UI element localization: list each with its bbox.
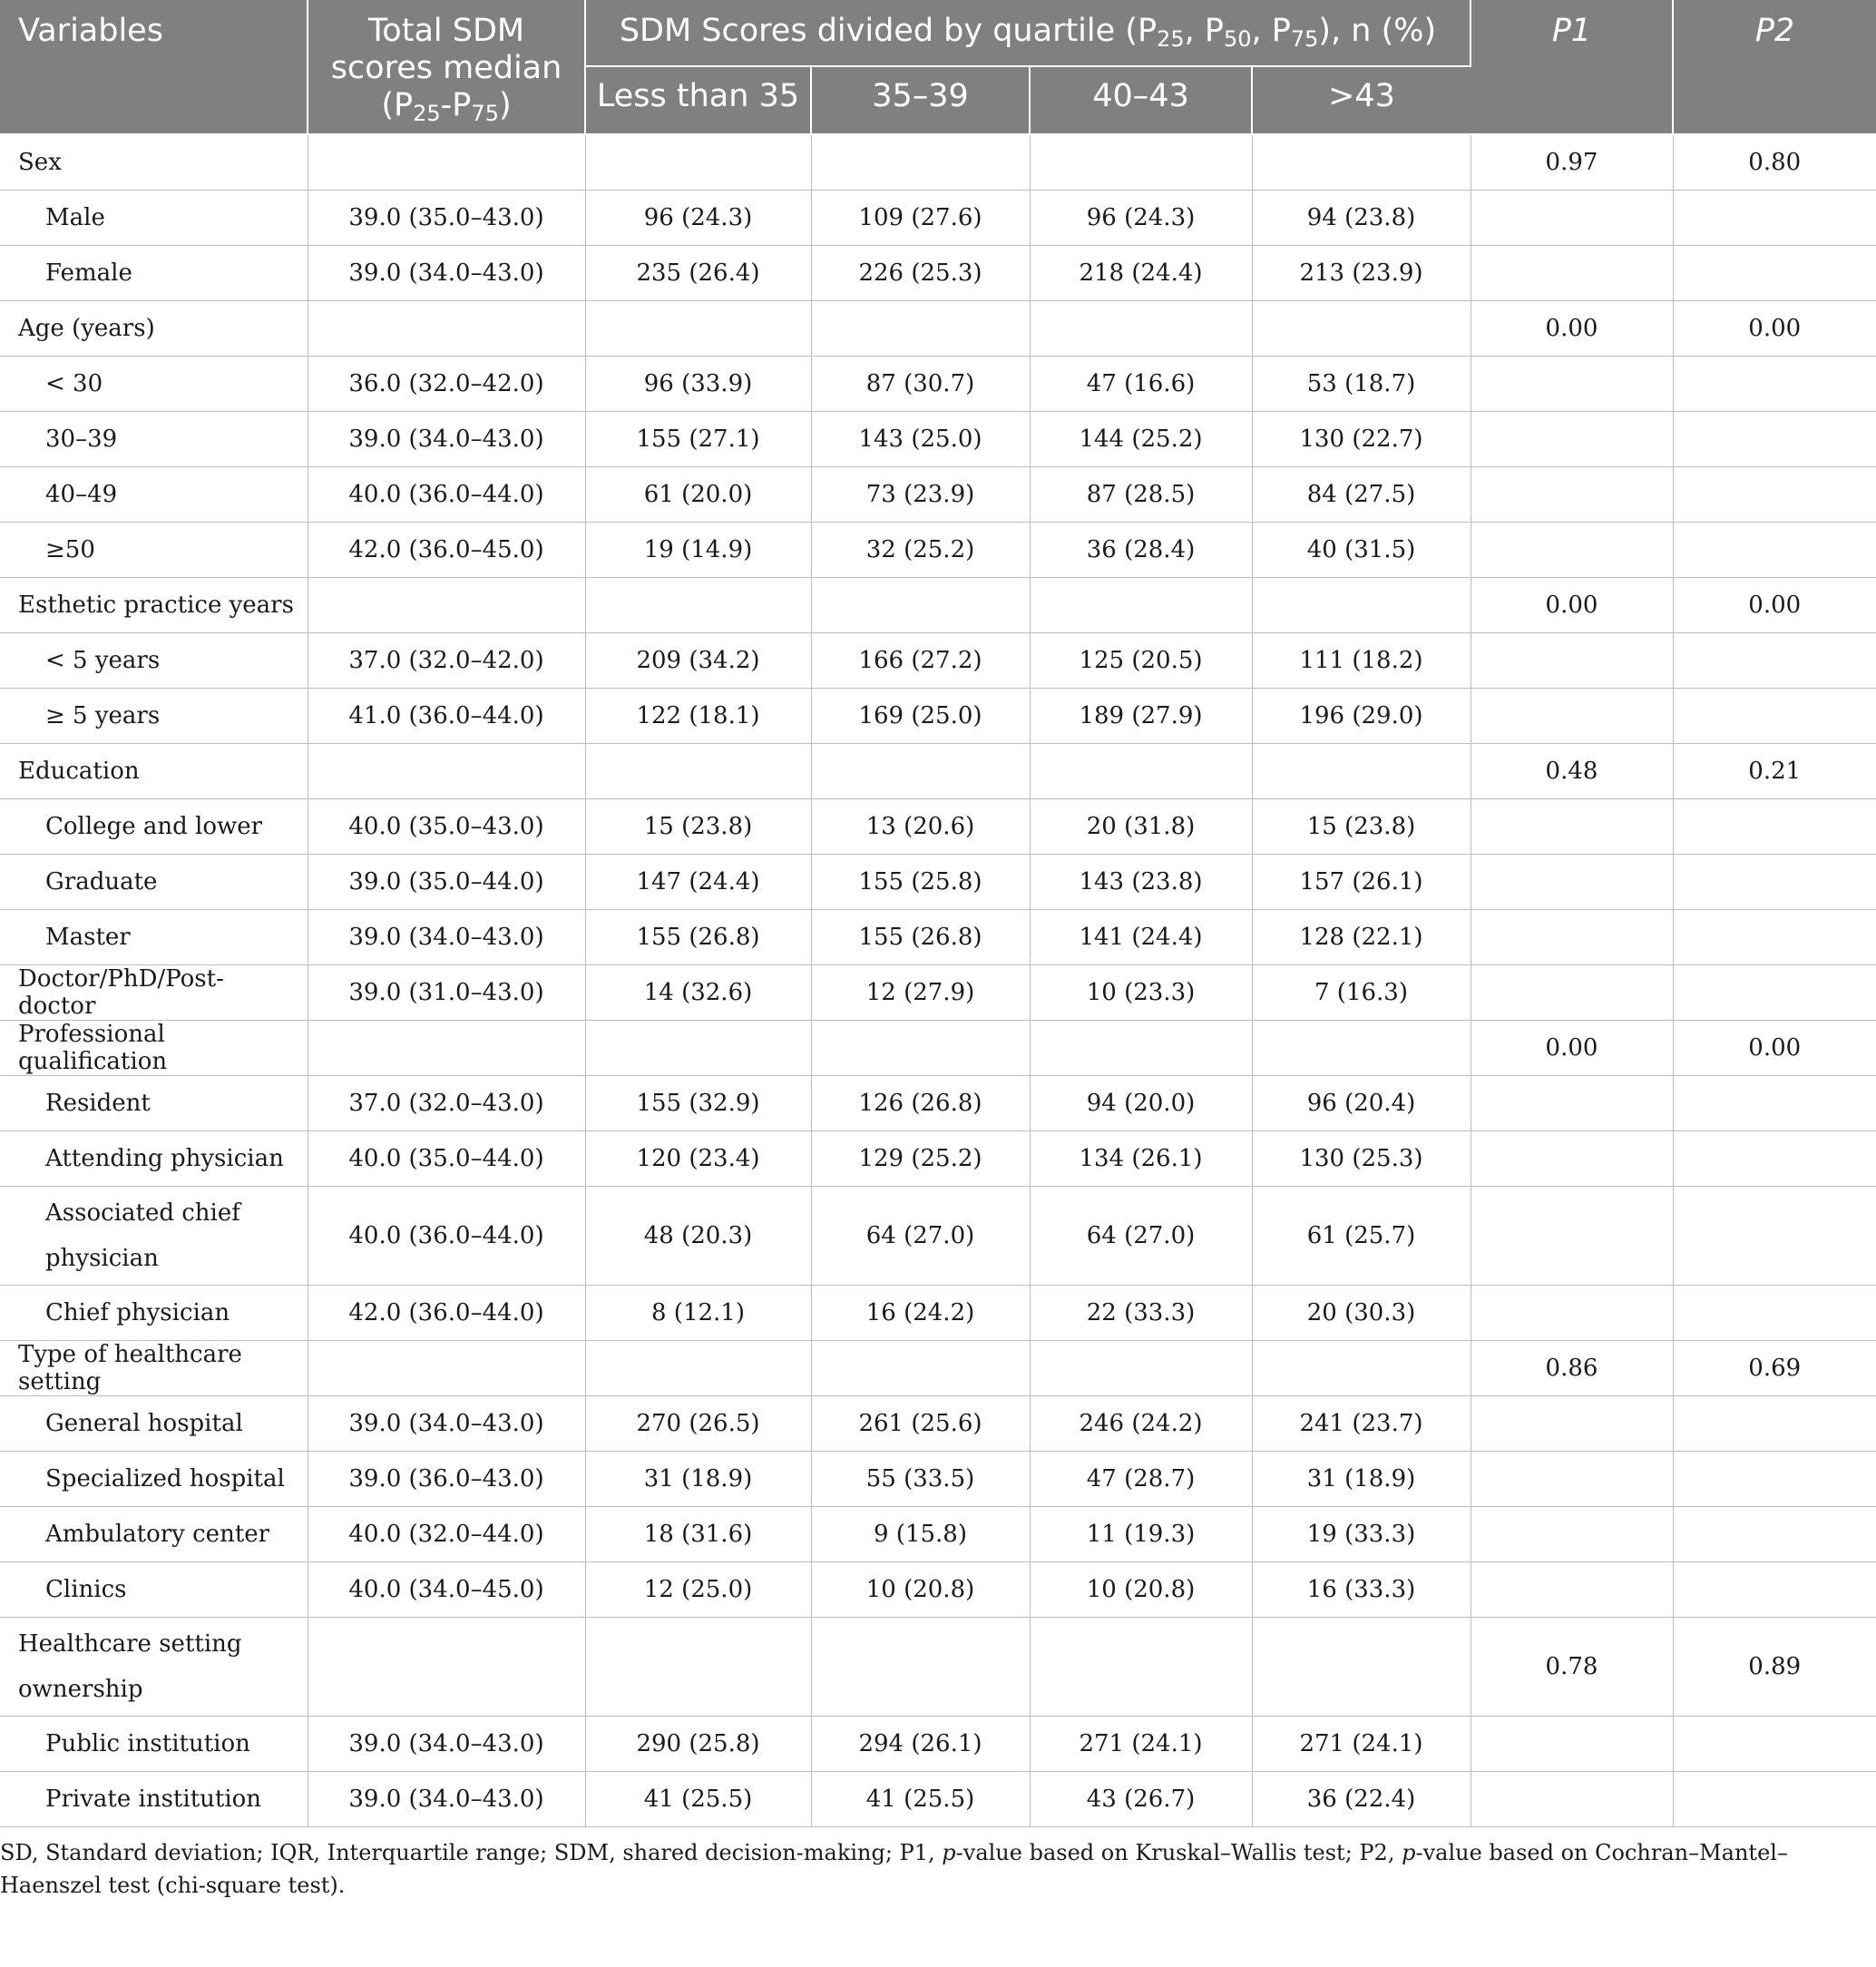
total-cell: [308, 1021, 585, 1076]
q2-cell: 55 (33.5): [811, 1452, 1030, 1507]
p1-cell: 0.00: [1471, 1021, 1673, 1076]
table-row: [0, 523, 1876, 578]
table-row: [0, 633, 1876, 689]
q3-cell: 246 (24.2): [1030, 1396, 1252, 1452]
q3-cell: [1030, 1618, 1252, 1717]
table-row: [0, 855, 1876, 910]
p2-cell: 0.89: [1673, 1618, 1876, 1717]
p1-cell: [1471, 412, 1673, 467]
q3-cell: 271 (24.1): [1030, 1717, 1252, 1772]
p2-cell: [1673, 910, 1876, 965]
variable-cell: Healthcare setting ownership: [0, 1618, 308, 1717]
total-cell: 39.0 (34.0–43.0): [308, 1772, 585, 1827]
q1-cell: 41 (25.5): [585, 1772, 811, 1827]
p2-cell: [1673, 1286, 1876, 1341]
q3-cell: 218 (24.4): [1030, 246, 1252, 301]
table-row: [0, 689, 1876, 744]
q4-cell: 213 (23.9): [1252, 246, 1471, 301]
q4-cell: 94 (23.8): [1252, 191, 1471, 246]
table-row: [0, 910, 1876, 965]
table-row: [0, 1562, 1876, 1618]
table-row: [0, 799, 1876, 855]
q2-cell: 155 (25.8): [811, 855, 1030, 910]
total-cell: 40.0 (36.0–44.0): [308, 467, 585, 523]
total-cell: 39.0 (34.0–43.0): [308, 910, 585, 965]
q3-cell: 20 (31.8): [1030, 799, 1252, 855]
total-cell: [308, 578, 585, 633]
total-cell: [308, 744, 585, 799]
q1-cell: 290 (25.8): [585, 1717, 811, 1772]
p2-cell: 0.00: [1673, 1021, 1876, 1076]
p1-cell: [1471, 191, 1673, 246]
p2-cell: [1673, 246, 1876, 301]
q1-cell: 209 (34.2): [585, 633, 811, 689]
variable-cell: 30–39: [0, 412, 308, 467]
variable-cell: Male: [0, 191, 308, 246]
p1-cell: [1471, 689, 1673, 744]
q2-cell: [811, 1341, 1030, 1396]
q2-cell: 109 (27.6): [811, 191, 1030, 246]
q4-cell: 196 (29.0): [1252, 689, 1471, 744]
q3-cell: 22 (33.3): [1030, 1286, 1252, 1341]
q1-cell: [585, 1618, 811, 1717]
table-row-category: [0, 301, 1876, 357]
total-cell: 41.0 (36.0–44.0): [308, 689, 585, 744]
p1-cell: 0.97: [1471, 134, 1673, 191]
q3-cell: 11 (19.3): [1030, 1507, 1252, 1562]
p1-cell: [1471, 523, 1673, 578]
q2-cell: [811, 134, 1030, 191]
table-row-category: [0, 1021, 1876, 1076]
table-row-category: [0, 134, 1876, 191]
q4-cell: 130 (22.7): [1252, 412, 1471, 467]
q4-cell: 130 (25.3): [1252, 1131, 1471, 1187]
q2-cell: [811, 744, 1030, 799]
q2-cell: 226 (25.3): [811, 246, 1030, 301]
p2-cell: 0.80: [1673, 134, 1876, 191]
total-cell: 37.0 (32.0–43.0): [308, 1076, 585, 1131]
p2-cell: [1673, 1452, 1876, 1507]
p1-cell: [1471, 1562, 1673, 1618]
variable-cell: Esthetic practice years: [0, 578, 308, 633]
q3-cell: 87 (28.5): [1030, 467, 1252, 523]
q2-cell: 32 (25.2): [811, 523, 1030, 578]
header-q4: >43: [1252, 66, 1471, 134]
table-row-category: [0, 578, 1876, 633]
q1-cell: 155 (26.8): [585, 910, 811, 965]
p2-cell: [1673, 799, 1876, 855]
table-row-category: [0, 1341, 1876, 1396]
header-p1: P1: [1471, 0, 1673, 134]
q1-cell: 96 (33.9): [585, 357, 811, 412]
q1-cell: 14 (32.6): [585, 965, 811, 1021]
q3-cell: [1030, 1021, 1252, 1076]
q3-cell: 47 (28.7): [1030, 1452, 1252, 1507]
q2-cell: 64 (27.0): [811, 1187, 1030, 1286]
total-cell: 39.0 (34.0–43.0): [308, 246, 585, 301]
p2-cell: [1673, 1131, 1876, 1187]
variable-cell: Female: [0, 246, 308, 301]
p1-cell: [1471, 633, 1673, 689]
q1-cell: 120 (23.4): [585, 1131, 811, 1187]
total-cell: 40.0 (36.0–44.0): [308, 1187, 585, 1286]
q3-cell: 10 (23.3): [1030, 965, 1252, 1021]
table-row: [0, 412, 1876, 467]
q3-cell: [1030, 744, 1252, 799]
q3-cell: 47 (16.6): [1030, 357, 1252, 412]
total-cell: 40.0 (32.0–44.0): [308, 1507, 585, 1562]
q4-cell: [1252, 578, 1471, 633]
p1-cell: [1471, 1286, 1673, 1341]
total-cell: 39.0 (35.0–43.0): [308, 191, 585, 246]
p2-cell: [1673, 1187, 1876, 1286]
total-cell: 40.0 (35.0–43.0): [308, 799, 585, 855]
q3-cell: 143 (23.8): [1030, 855, 1252, 910]
table-header: [0, 0, 1876, 134]
variable-cell: General hospital: [0, 1396, 308, 1452]
q2-cell: 9 (15.8): [811, 1507, 1030, 1562]
q3-cell: 141 (24.4): [1030, 910, 1252, 965]
q2-cell: 12 (27.9): [811, 965, 1030, 1021]
header-total-sdm: Total SDM scores median $(P_{25}-P_{75})$: [308, 0, 585, 134]
variable-cell: Clinics: [0, 1562, 308, 1618]
table-body: [0, 134, 1876, 1827]
p2-cell: [1673, 965, 1876, 1021]
table-row: [0, 1131, 1876, 1187]
table-row: [0, 1507, 1876, 1562]
q3-cell: 43 (26.7): [1030, 1772, 1252, 1827]
p1-cell: [1471, 1772, 1673, 1827]
q4-cell: 241 (23.7): [1252, 1396, 1471, 1452]
q2-cell: 87 (30.7): [811, 357, 1030, 412]
total-cell: 37.0 (32.0–42.0): [308, 633, 585, 689]
q2-cell: [811, 1021, 1030, 1076]
q1-cell: 122 (18.1): [585, 689, 811, 744]
variable-cell: Sex: [0, 134, 308, 191]
total-cell: 39.0 (34.0–43.0): [308, 412, 585, 467]
q1-cell: 155 (27.1): [585, 412, 811, 467]
q1-cell: 61 (20.0): [585, 467, 811, 523]
header-variables: Variables: [0, 0, 308, 134]
q3-cell: 144 (25.2): [1030, 412, 1252, 467]
variable-cell: Education: [0, 744, 308, 799]
q3-cell: 189 (27.9): [1030, 689, 1252, 744]
q1-cell: 19 (14.9): [585, 523, 811, 578]
q3-cell: [1030, 578, 1252, 633]
q4-cell: [1252, 1341, 1471, 1396]
q4-cell: [1252, 301, 1471, 357]
q3-cell: 134 (26.1): [1030, 1131, 1252, 1187]
q2-cell: 166 (27.2): [811, 633, 1030, 689]
q1-cell: 31 (18.9): [585, 1452, 811, 1507]
q1-cell: [585, 301, 811, 357]
q2-cell: 294 (26.1): [811, 1717, 1030, 1772]
variable-cell: 40–49: [0, 467, 308, 523]
table-footnote: SD, Standard deviation; IQR, Interquartile range; SDM, shared decision-making; P1, p-value based on Kruskal–Wallis test; P2, p-value based on Cochran–Mantel–Haenszel test (chi-square test).: [0, 1840, 1788, 1898]
q4-cell: 96 (20.4): [1252, 1076, 1471, 1131]
p1-cell: [1471, 799, 1673, 855]
variable-cell: Master: [0, 910, 308, 965]
p1-cell: [1471, 1396, 1673, 1452]
q1-cell: [585, 1341, 811, 1396]
q2-cell: 169 (25.0): [811, 689, 1030, 744]
q4-cell: 31 (18.9): [1252, 1452, 1471, 1507]
q4-cell: [1252, 134, 1471, 191]
q4-cell: 53 (18.7): [1252, 357, 1471, 412]
q4-cell: 15 (23.8): [1252, 799, 1471, 855]
q3-cell: [1030, 134, 1252, 191]
p1-cell: [1471, 246, 1673, 301]
variable-cell: Public institution: [0, 1717, 308, 1772]
q4-cell: 157 (26.1): [1252, 855, 1471, 910]
table-row: [0, 357, 1876, 412]
q1-cell: 155 (32.9): [585, 1076, 811, 1131]
q4-cell: 61 (25.7): [1252, 1187, 1471, 1286]
q3-cell: 96 (24.3): [1030, 191, 1252, 246]
p2-cell: [1673, 1396, 1876, 1452]
total-cell: 39.0 (35.0–44.0): [308, 855, 585, 910]
q4-cell: [1252, 1021, 1471, 1076]
variable-cell: Attending physician: [0, 1131, 308, 1187]
p1-cell: 0.00: [1471, 578, 1673, 633]
q2-cell: 16 (24.2): [811, 1286, 1030, 1341]
q4-cell: 84 (27.5): [1252, 467, 1471, 523]
q3-cell: [1030, 1341, 1252, 1396]
total-cell: 39.0 (31.0–43.0): [308, 965, 585, 1021]
table-row-category: [0, 744, 1876, 799]
variable-cell: Chief physician: [0, 1286, 308, 1341]
q4-cell: 128 (22.1): [1252, 910, 1471, 965]
p2-cell: 0.00: [1673, 301, 1876, 357]
p1-cell: 0.86: [1471, 1341, 1673, 1396]
q4-cell: 111 (18.2): [1252, 633, 1471, 689]
p1-cell: [1471, 1076, 1673, 1131]
q2-cell: 155 (26.8): [811, 910, 1030, 965]
q1-cell: 235 (26.4): [585, 246, 811, 301]
q4-cell: [1252, 1618, 1471, 1717]
total-cell: 39.0 (36.0–43.0): [308, 1452, 585, 1507]
q2-cell: 126 (26.8): [811, 1076, 1030, 1131]
variable-cell: Resident: [0, 1076, 308, 1131]
p2-cell: [1673, 1507, 1876, 1562]
variable-cell: Ambulatory center: [0, 1507, 308, 1562]
total-cell: 39.0 (34.0–43.0): [308, 1396, 585, 1452]
q1-cell: 15 (23.8): [585, 799, 811, 855]
header-q1: Less than 35: [585, 66, 811, 134]
variable-cell: Type of healthcare setting: [0, 1341, 308, 1396]
table-row: [0, 1717, 1876, 1772]
p2-cell: 0.21: [1673, 744, 1876, 799]
p1-cell: [1471, 910, 1673, 965]
q3-cell: 125 (20.5): [1030, 633, 1252, 689]
p1-cell: [1471, 467, 1673, 523]
q1-cell: [585, 1021, 811, 1076]
p2-cell: [1673, 1717, 1876, 1772]
p2-cell: [1673, 1076, 1876, 1131]
q2-cell: 10 (20.8): [811, 1562, 1030, 1618]
p1-cell: [1471, 1507, 1673, 1562]
q1-cell: 48 (20.3): [585, 1187, 811, 1286]
total-cell: 36.0 (32.0–42.0): [308, 357, 585, 412]
p1-cell: 0.78: [1471, 1618, 1673, 1717]
q3-cell: 94 (20.0): [1030, 1076, 1252, 1131]
variable-cell: Specialized hospital: [0, 1452, 308, 1507]
q2-cell: 261 (25.6): [811, 1396, 1030, 1452]
total-cell: 42.0 (36.0–44.0): [308, 1286, 585, 1341]
q1-cell: [585, 134, 811, 191]
q4-cell: 36 (22.4): [1252, 1772, 1471, 1827]
variable-cell: Graduate: [0, 855, 308, 910]
p2-cell: [1673, 1562, 1876, 1618]
table-row: [0, 965, 1876, 1021]
q2-cell: 143 (25.0): [811, 412, 1030, 467]
p1-cell: 0.48: [1471, 744, 1673, 799]
total-cell: 40.0 (34.0–45.0): [308, 1562, 585, 1618]
p2-cell: [1673, 467, 1876, 523]
q2-cell: [811, 1618, 1030, 1717]
p1-cell: [1471, 965, 1673, 1021]
p2-cell: [1673, 633, 1876, 689]
table-row: [0, 467, 1876, 523]
variable-cell: Associated chief physician: [0, 1187, 308, 1286]
variable-cell: Private institution: [0, 1772, 308, 1827]
q4-cell: 271 (24.1): [1252, 1717, 1471, 1772]
variable-cell: Professional qualification: [0, 1021, 308, 1076]
q1-cell: 96 (24.3): [585, 191, 811, 246]
total-cell: 42.0 (36.0–45.0): [308, 523, 585, 578]
variable-cell: < 5 years: [0, 633, 308, 689]
p2-cell: [1673, 523, 1876, 578]
q2-cell: 41 (25.5): [811, 1772, 1030, 1827]
q1-cell: 8 (12.1): [585, 1286, 811, 1341]
q4-cell: 40 (31.5): [1252, 523, 1471, 578]
table-row: [0, 1187, 1876, 1286]
q3-cell: 36 (28.4): [1030, 523, 1252, 578]
p2-cell: [1673, 191, 1876, 246]
p2-cell: [1673, 357, 1876, 412]
p2-cell: [1673, 412, 1876, 467]
total-cell: [308, 1341, 585, 1396]
variable-cell: College and lower: [0, 799, 308, 855]
total-cell: 39.0 (34.0–43.0): [308, 1717, 585, 1772]
table-row: [0, 1452, 1876, 1507]
table-row: [0, 246, 1876, 301]
header-p2: P2: [1673, 0, 1876, 134]
q4-cell: [1252, 744, 1471, 799]
p2-cell: [1673, 855, 1876, 910]
variable-cell: ≥ 5 years: [0, 689, 308, 744]
variable-cell: ≥50: [0, 523, 308, 578]
table-row: [0, 191, 1876, 246]
p2-cell: [1673, 689, 1876, 744]
q1-cell: 12 (25.0): [585, 1562, 811, 1618]
p1-cell: [1471, 855, 1673, 910]
p1-cell: [1471, 1131, 1673, 1187]
total-cell: 40.0 (35.0–44.0): [308, 1131, 585, 1187]
q3-cell: [1030, 301, 1252, 357]
q2-cell: 13 (20.6): [811, 799, 1030, 855]
total-cell: [308, 301, 585, 357]
q4-cell: 19 (33.3): [1252, 1507, 1471, 1562]
p1-cell: [1471, 1187, 1673, 1286]
table-row: [0, 1076, 1876, 1131]
header-quartile-group: SDM Scores divided by quartile ($P_{25}$, $P_{50}$, $P_{75}$), n (%): [585, 0, 1471, 66]
p2-cell: 0.00: [1673, 578, 1876, 633]
p1-cell: 0.00: [1471, 301, 1673, 357]
variable-cell: Doctor/PhD/Post-doctor: [0, 965, 308, 1021]
q4-cell: 16 (33.3): [1252, 1562, 1471, 1618]
q4-cell: 7 (16.3): [1252, 965, 1471, 1021]
q2-cell: 129 (25.2): [811, 1131, 1030, 1187]
p2-cell: 0.69: [1673, 1341, 1876, 1396]
p1-cell: [1471, 1452, 1673, 1507]
q3-cell: 10 (20.8): [1030, 1562, 1252, 1618]
q1-cell: 270 (26.5): [585, 1396, 811, 1452]
variable-cell: < 30: [0, 357, 308, 412]
table-row-category: [0, 1618, 1876, 1717]
p1-cell: [1471, 1717, 1673, 1772]
table-row: [0, 1772, 1876, 1827]
total-cell: [308, 1618, 585, 1717]
q1-cell: 18 (31.6): [585, 1507, 811, 1562]
p2-cell: [1673, 1772, 1876, 1827]
q3-cell: 64 (27.0): [1030, 1187, 1252, 1286]
header-q3: 40–43: [1030, 66, 1252, 134]
q2-cell: 73 (23.9): [811, 467, 1030, 523]
q1-cell: [585, 744, 811, 799]
q4-cell: 20 (30.3): [1252, 1286, 1471, 1341]
q2-cell: [811, 578, 1030, 633]
table-row: [0, 1286, 1876, 1341]
total-cell: [308, 134, 585, 191]
q1-cell: 147 (24.4): [585, 855, 811, 910]
p1-cell: [1471, 357, 1673, 412]
q2-cell: [811, 301, 1030, 357]
header-q2: 35–39: [811, 66, 1030, 134]
variable-cell: Age (years): [0, 301, 308, 357]
q1-cell: [585, 578, 811, 633]
table-row: [0, 1396, 1876, 1452]
